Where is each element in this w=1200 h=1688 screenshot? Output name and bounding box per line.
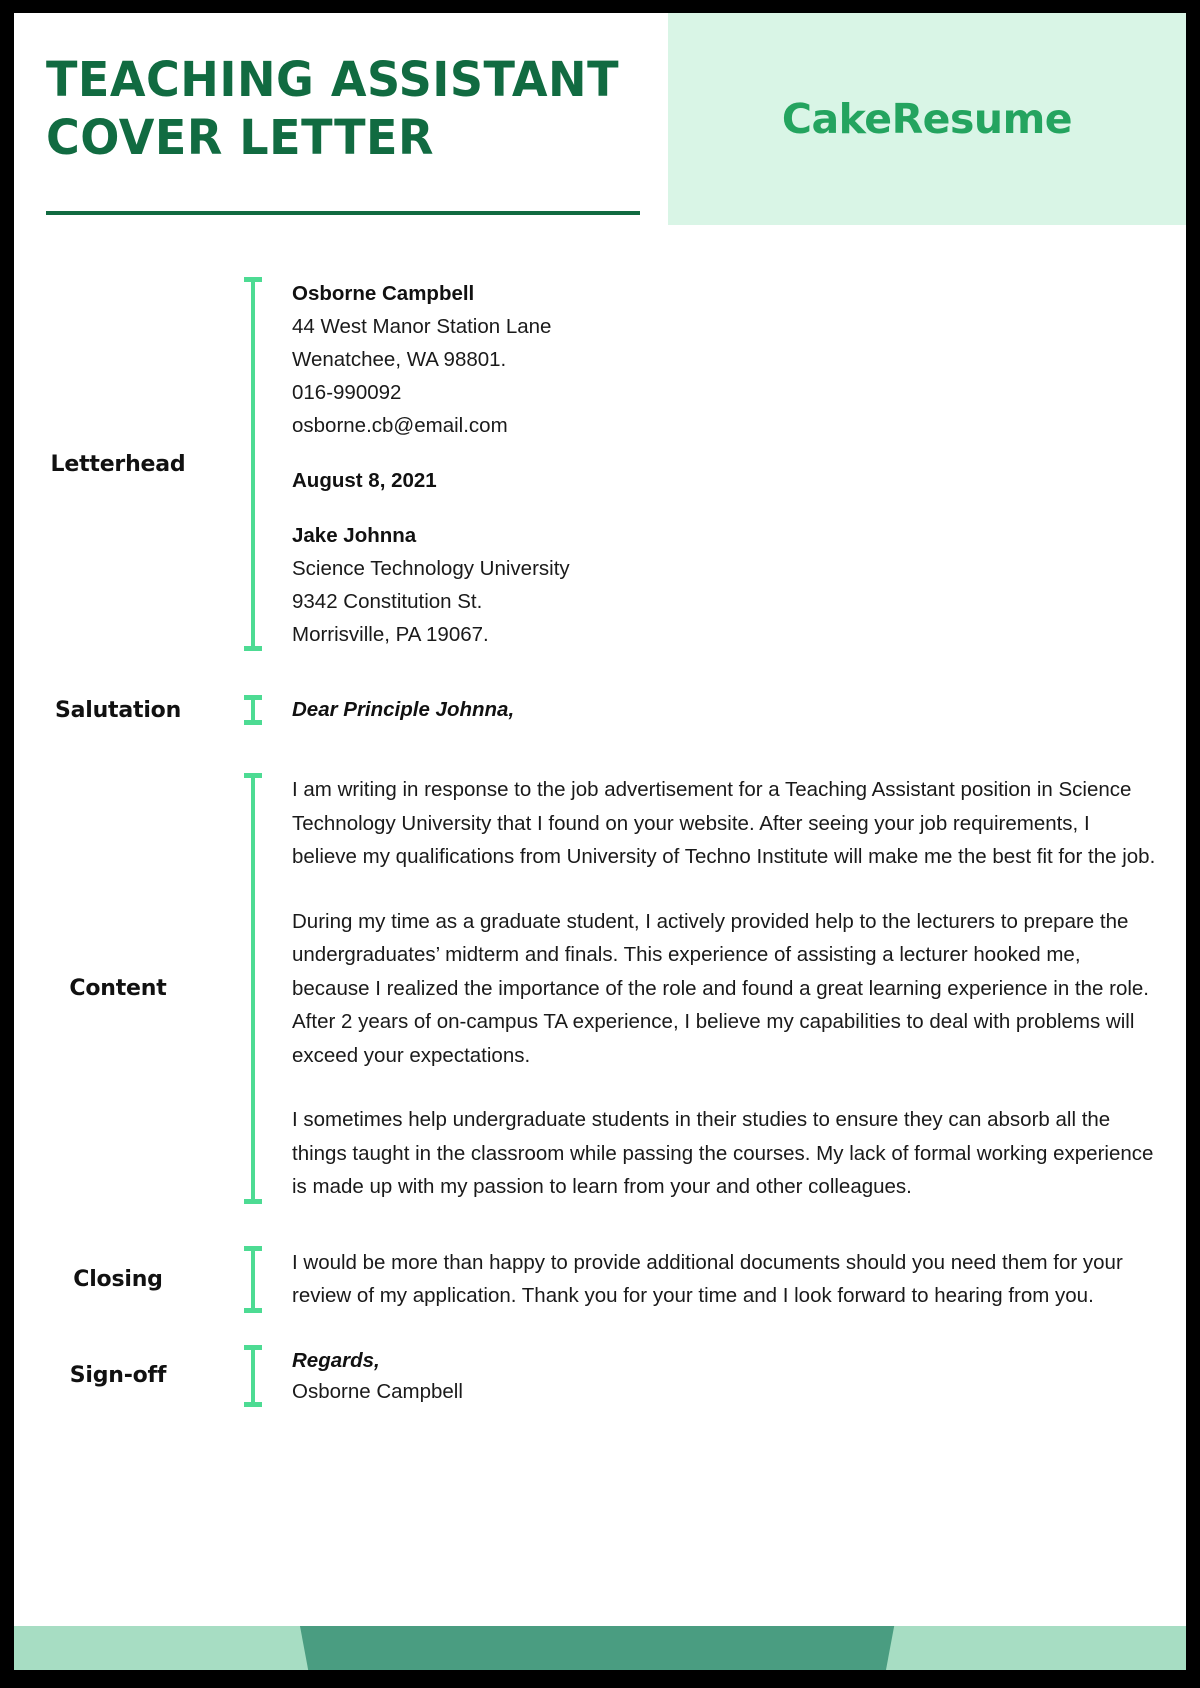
section-closing	[14, 1204, 1186, 1313]
sender-email: osborne.cb@email.com	[292, 414, 508, 437]
section-label-signoff: Sign-off	[69, 1363, 167, 1388]
letterhead-label-cell	[14, 277, 232, 651]
content-label-cell	[14, 773, 232, 1204]
salutation-label-cell	[14, 695, 232, 725]
body-paragraph-3: I sometimes help undergraduate students in their studies to ensure they can absorb all the things taught in the classroom while passing the courses. My lack of formal working experience is made up with my passion to learn from your and other colleagues.	[292, 1108, 1154, 1198]
signoff-name: Osborne Campbell	[292, 1379, 463, 1403]
closing-content	[274, 1246, 1186, 1313]
cakeresume-logo: CakeResume	[781, 95, 1073, 143]
recipient-address-line-2: Morrisville, PA 19067.	[292, 623, 489, 646]
section-letterhead	[14, 225, 1186, 651]
title-underline-rule	[46, 211, 640, 215]
bracket-stem	[251, 1345, 255, 1407]
recipient-organization: Science Technology University	[292, 557, 570, 580]
sender-name: Osborne Campbell	[292, 282, 475, 305]
section-label-content: Content	[69, 975, 167, 1001]
section-signoff	[14, 1313, 1186, 1447]
content-body	[274, 773, 1186, 1204]
section-label-salutation: Salutation	[54, 697, 182, 723]
signoff-regards: Regards,	[292, 1348, 380, 1372]
letter-body	[14, 225, 1186, 1447]
bracket-marker-icon	[242, 773, 264, 1204]
signoff-content	[274, 1345, 1186, 1407]
letter-date: August 8, 2021	[292, 469, 437, 492]
section-content	[14, 725, 1186, 1204]
section-salutation	[14, 651, 1186, 725]
salutation-bracket-cell	[232, 695, 274, 725]
bracket-marker-icon	[242, 1246, 264, 1313]
salutation-text: Dear Principle Johnna,	[292, 698, 515, 721]
bracket-marker-icon	[242, 277, 264, 651]
body-paragraph-2: During my time as a graduate student, I actively provided help to the lecturers to prepare the undergraduates’ midterm and finals. This experience of assisting a lecturer hooked me, because I realized the importance of the role and found a great learning experience in the role. After 2 years of on-campus TA experience, I believe my capabilities to deal with problems will exceed your expectations.	[292, 909, 1149, 1067]
page-footer-band	[14, 1626, 1186, 1670]
page-title-line-1: TEACHING ASSISTANT	[46, 52, 619, 108]
bracket-marker-icon	[242, 1345, 264, 1407]
section-label-closing: Closing	[73, 1266, 163, 1292]
signoff-bracket-cell	[232, 1345, 274, 1407]
recipient-address-line-1: 9342 Constitution St.	[292, 590, 483, 613]
section-label-letterhead: Letterhead	[50, 451, 186, 477]
bracket-marker-icon	[242, 695, 264, 725]
letterhead-bracket-cell	[232, 277, 274, 651]
closing-label-cell	[14, 1246, 232, 1313]
page-header	[14, 13, 1186, 225]
letterhead-spacer-1	[292, 442, 1156, 464]
bracket-cap-bottom	[244, 1402, 262, 1407]
signoff-label-cell	[14, 1345, 232, 1407]
sender-address-line-1: 44 West Manor Station Lane	[292, 315, 552, 338]
letterhead-content	[274, 277, 1186, 651]
brand-logo-panel	[668, 13, 1186, 225]
sender-address-line-2: Wenatchee, WA 98801.	[292, 348, 507, 371]
recipient-name: Jake Johnna	[292, 524, 417, 547]
closing-paragraph: I would be more than happy to provide additional documents should you need them for your review of my application. Thank you for your time and I look forward to hearing from you.	[292, 1250, 1123, 1307]
bracket-stem	[251, 773, 255, 1204]
bracket-stem	[251, 1246, 255, 1313]
page-title-line-2: COVER LETTER	[46, 110, 434, 166]
page-title	[46, 51, 656, 167]
bracket-stem	[251, 277, 255, 651]
content-bracket-cell	[232, 773, 274, 1204]
footer-accent-shape	[14, 1626, 1186, 1670]
salutation-content	[274, 695, 1186, 725]
letterhead-spacer-2	[292, 497, 1156, 519]
sender-phone: 016-990092	[292, 381, 402, 404]
cover-letter-page	[14, 13, 1186, 1670]
body-paragraph-1: I am writing in response to the job advertisement for a Teaching Assistant position in Science Technology University that I found on your website. After seeing your job requirements, I believe my qualifications from University of Techno Institute will make me the best fit for the job.	[292, 778, 1156, 868]
closing-bracket-cell	[232, 1246, 274, 1313]
